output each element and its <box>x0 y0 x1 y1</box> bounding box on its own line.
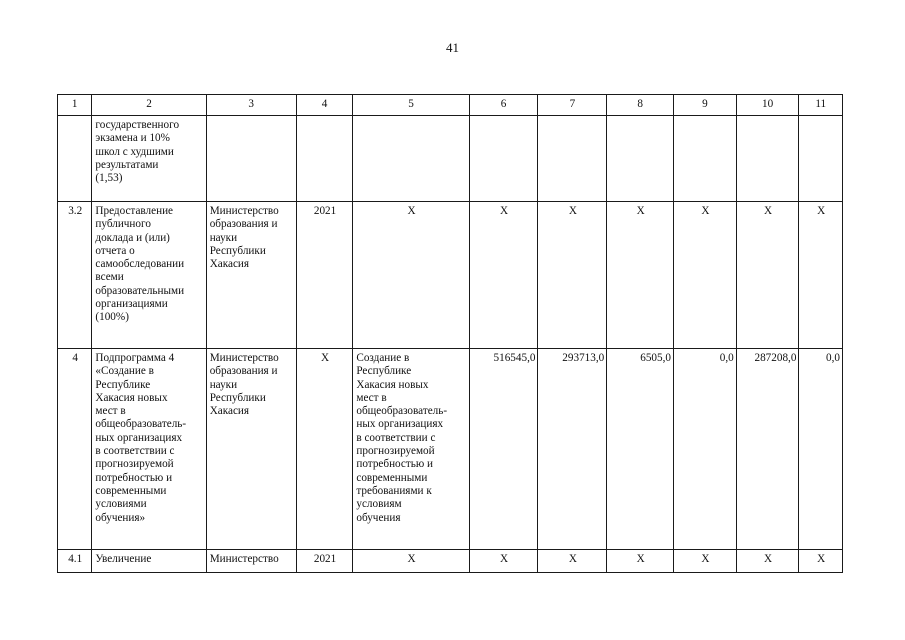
executor-cell <box>206 116 296 202</box>
table-row <box>58 202 843 349</box>
measure-name-line: обучения» <box>95 511 146 524</box>
executor-line: Министерство <box>209 352 279 364</box>
measure-name-line: публичного <box>95 218 151 231</box>
result-line: прогнозируемой <box>356 445 435 458</box>
value-cell-7: Х <box>538 202 607 349</box>
measure-name-line: условиями <box>95 498 147 511</box>
value-cell-7: 293713,0 <box>538 349 607 550</box>
table-row <box>58 349 843 550</box>
value-cell-9 <box>674 116 737 202</box>
program-table <box>57 94 843 573</box>
value-cell-9: Х <box>674 550 737 573</box>
measure-name-line: отчета о <box>95 244 135 257</box>
value-cell-10: Х <box>736 550 799 573</box>
value-cell-11: Х <box>799 550 843 573</box>
executor-cell <box>206 202 296 349</box>
year-cell: 2021 <box>296 202 353 349</box>
executor-line: Хакасия <box>209 258 250 271</box>
measure-name-cell <box>92 550 206 573</box>
result-line: в соответствии с <box>356 431 436 444</box>
measure-name-line: организациями <box>95 298 168 311</box>
value-cell-10 <box>736 116 799 202</box>
measure-name-cell <box>92 349 206 550</box>
executor-cell <box>206 550 296 573</box>
measure-name-line: в соответствии с <box>95 445 175 458</box>
header-cell-7: 7 <box>538 95 607 116</box>
result-line: Хакасия новых <box>356 378 429 391</box>
header-cell-11: 11 <box>799 95 843 116</box>
measure-name-line: школ с худшими <box>95 145 174 158</box>
header-cell-5: 5 <box>353 95 469 116</box>
row-number: 4 <box>58 349 92 550</box>
result-line: ных организациях <box>356 418 444 431</box>
header-cell-1: 1 <box>58 95 92 116</box>
result-line: мест в <box>356 391 387 404</box>
executor-line: науки <box>209 231 238 244</box>
value-cell-11 <box>799 116 843 202</box>
result-cell <box>353 202 469 349</box>
measure-name-cell <box>92 202 206 349</box>
value-cell-6 <box>469 116 538 202</box>
value-cell-10: Х <box>736 202 799 349</box>
result-cell <box>353 116 469 202</box>
result-cell <box>353 349 469 550</box>
header-cell-2: 2 <box>92 95 206 116</box>
result-line: современными <box>356 471 428 484</box>
result-cell <box>353 550 469 573</box>
result-line: Х <box>407 205 416 217</box>
value-cell-9: Х <box>674 202 737 349</box>
measure-name-line: государственного <box>95 119 180 131</box>
result-line: потребностью и <box>356 458 434 471</box>
executor-line: науки <box>209 378 238 391</box>
result-line: условиям <box>356 498 402 511</box>
measure-name-line: ных организациях <box>95 431 183 444</box>
header-cell-6: 6 <box>469 95 538 116</box>
value-cell-6: Х <box>469 202 538 349</box>
header-cell-8: 8 <box>607 95 674 116</box>
result-line: обучения <box>356 511 401 524</box>
executor-line: Хакасия <box>209 405 250 418</box>
executor-line: Министерство <box>209 205 279 217</box>
executor-line: Министерство <box>209 553 279 565</box>
executor-cell <box>206 349 296 550</box>
table-row <box>58 116 843 202</box>
value-cell-8: 6505,0 <box>607 349 674 550</box>
header-cell-9: 9 <box>674 95 737 116</box>
measure-name-cell <box>92 116 206 202</box>
measure-name-line: Хакасия новых <box>95 391 168 404</box>
year-cell: 2021 <box>296 550 353 573</box>
result-line: общеобразователь- <box>356 405 448 418</box>
measure-name-line: доклада и (или) <box>95 231 170 244</box>
value-cell-6: 516545,0 <box>469 349 538 550</box>
result-line: Х <box>407 553 416 565</box>
value-cell-6: Х <box>469 550 538 573</box>
result-line: Республике <box>356 365 412 378</box>
measure-name-line: мест в <box>95 405 126 418</box>
measure-name-line: «Создание в <box>95 365 154 378</box>
row-number: 4.1 <box>58 550 92 573</box>
header-cell-10: 10 <box>736 95 799 116</box>
measure-name-line: общеобразователь- <box>95 418 187 431</box>
measure-name-line: экзамена и 10% <box>95 132 170 145</box>
value-cell-9: 0,0 <box>674 349 737 550</box>
executor-line: образования и <box>209 218 278 231</box>
row-number: 3.2 <box>58 202 92 349</box>
value-cell-11: 0,0 <box>799 349 843 550</box>
executor-line: Республики <box>209 391 266 404</box>
measure-name-line: Подпрограмма 4 <box>95 352 175 364</box>
value-cell-10: 287208,0 <box>736 349 799 550</box>
measure-name-line: самообследовании <box>95 258 185 271</box>
header-cell-3: 3 <box>206 95 296 116</box>
measure-name-line: прогнозируемой <box>95 458 174 471</box>
value-cell-8: Х <box>607 202 674 349</box>
header-row <box>58 95 843 116</box>
value-cell-11: Х <box>799 202 843 349</box>
table-row <box>58 550 843 573</box>
value-cell-7: Х <box>538 550 607 573</box>
result-line: Создание в <box>356 352 410 364</box>
year-cell <box>296 116 353 202</box>
measure-name-line: Республике <box>95 378 151 391</box>
measure-name-line: всеми <box>95 271 124 284</box>
measure-name-line: Предоставление <box>95 205 174 217</box>
value-cell-8 <box>607 116 674 202</box>
page-number: 41 <box>446 40 459 55</box>
measure-name-line: (100%) <box>95 311 129 324</box>
measure-name-line: (1,53) <box>95 172 123 185</box>
measure-name-line: современными <box>95 484 167 497</box>
measure-name-line: потребностью и <box>95 471 173 484</box>
executor-line: Республики <box>209 244 266 257</box>
value-cell-8: Х <box>607 550 674 573</box>
measure-name-line: результатами <box>95 158 159 171</box>
result-line: требованиями к <box>356 484 432 497</box>
header-cell-4: 4 <box>296 95 353 116</box>
measure-name-line: Увеличение <box>95 553 152 565</box>
executor-line: образования и <box>209 365 278 378</box>
year-cell: Х <box>296 349 353 550</box>
row-number <box>58 116 92 202</box>
measure-name-line: образовательными <box>95 284 185 297</box>
value-cell-7 <box>538 116 607 202</box>
